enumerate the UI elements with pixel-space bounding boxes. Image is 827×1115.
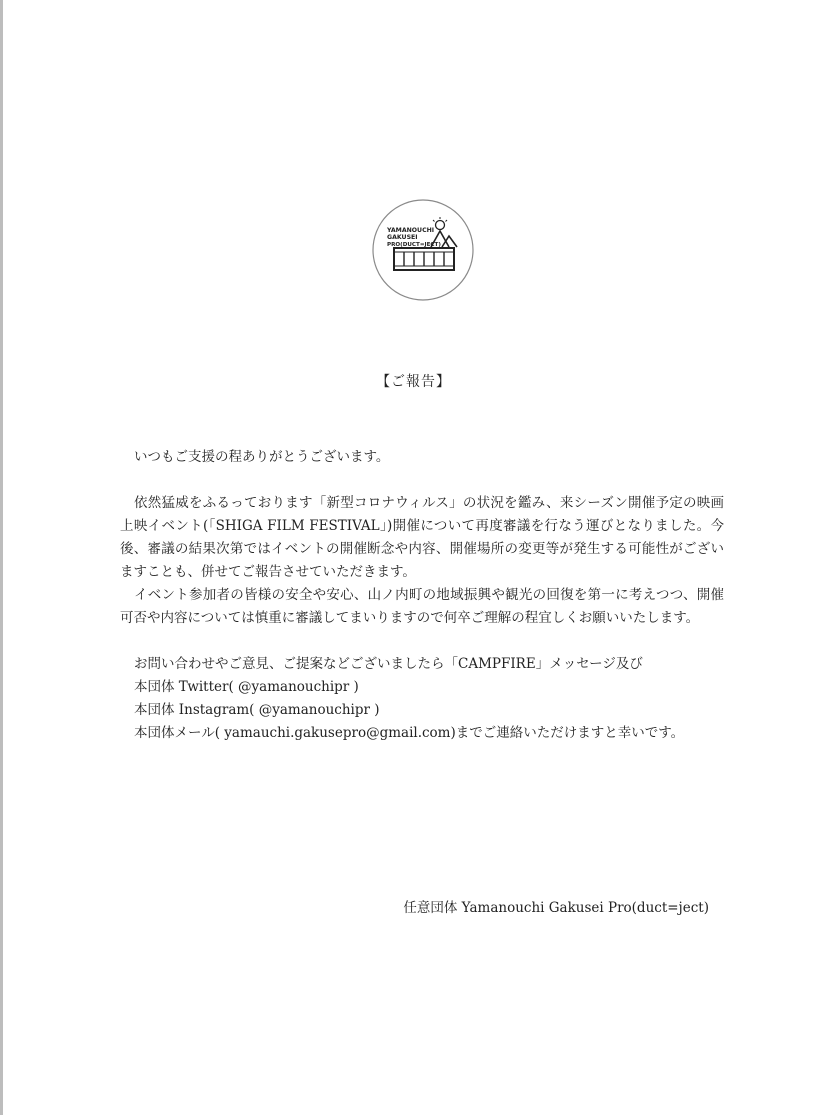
contact-instagram: 本団体 Instagram( @yamanouchipr ) xyxy=(134,702,380,718)
organization-signature: 任意団体 Yamanouchi Gakusei Pro(duct=ject) xyxy=(403,900,709,916)
report-body xyxy=(120,446,724,745)
greeting-paragraph: いつもご支援の程ありがとうございます。 xyxy=(134,449,390,465)
logo-text-line2: GAKUSEI xyxy=(387,234,418,241)
report-heading: 【ご報告】 xyxy=(376,374,451,390)
status-paragraph: 依然猛威をふるっております「新型コロナウィルス」の状況を鑑み、来シーズン開催予定の映画上映イベント(「SHIGA FILM FESTIVAL」)開催について再度審議を行なう運びとなりました。今後、審議の結果次第ではイベントの開催断念や内容、開催場所の変更等が発生する可能性がございますことも、併せてご報告させていただきます。 xyxy=(120,495,724,580)
contact-intro: お問い合わせやご意見、ご提案などございましたら「CAMPFIRE」メッセージ及び xyxy=(134,656,643,672)
contact-email: 本団体メール( yamauchi.gakusepro@gmail.com)までご連絡いただけますと幸いです。 xyxy=(134,725,685,741)
policy-paragraph: イベント参加者の皆様の安全や安心、山ノ内町の地域振興や観光の回復を第一に考えつつ、開催可否や内容については慎重に審議してまいりますので何卒ご理解の程宜しくお願いいたします。 xyxy=(120,587,724,626)
logo-emblem-icon xyxy=(371,198,475,302)
page-edge xyxy=(0,0,3,1115)
contact-twitter: 本団体 Twitter( @yamanouchipr ) xyxy=(134,679,359,695)
organization-logo xyxy=(371,198,475,302)
logo-text-line1: YAMANOUCHI xyxy=(387,227,435,234)
logo-text-line3: PRO(DUCT=JECT) xyxy=(387,242,441,248)
